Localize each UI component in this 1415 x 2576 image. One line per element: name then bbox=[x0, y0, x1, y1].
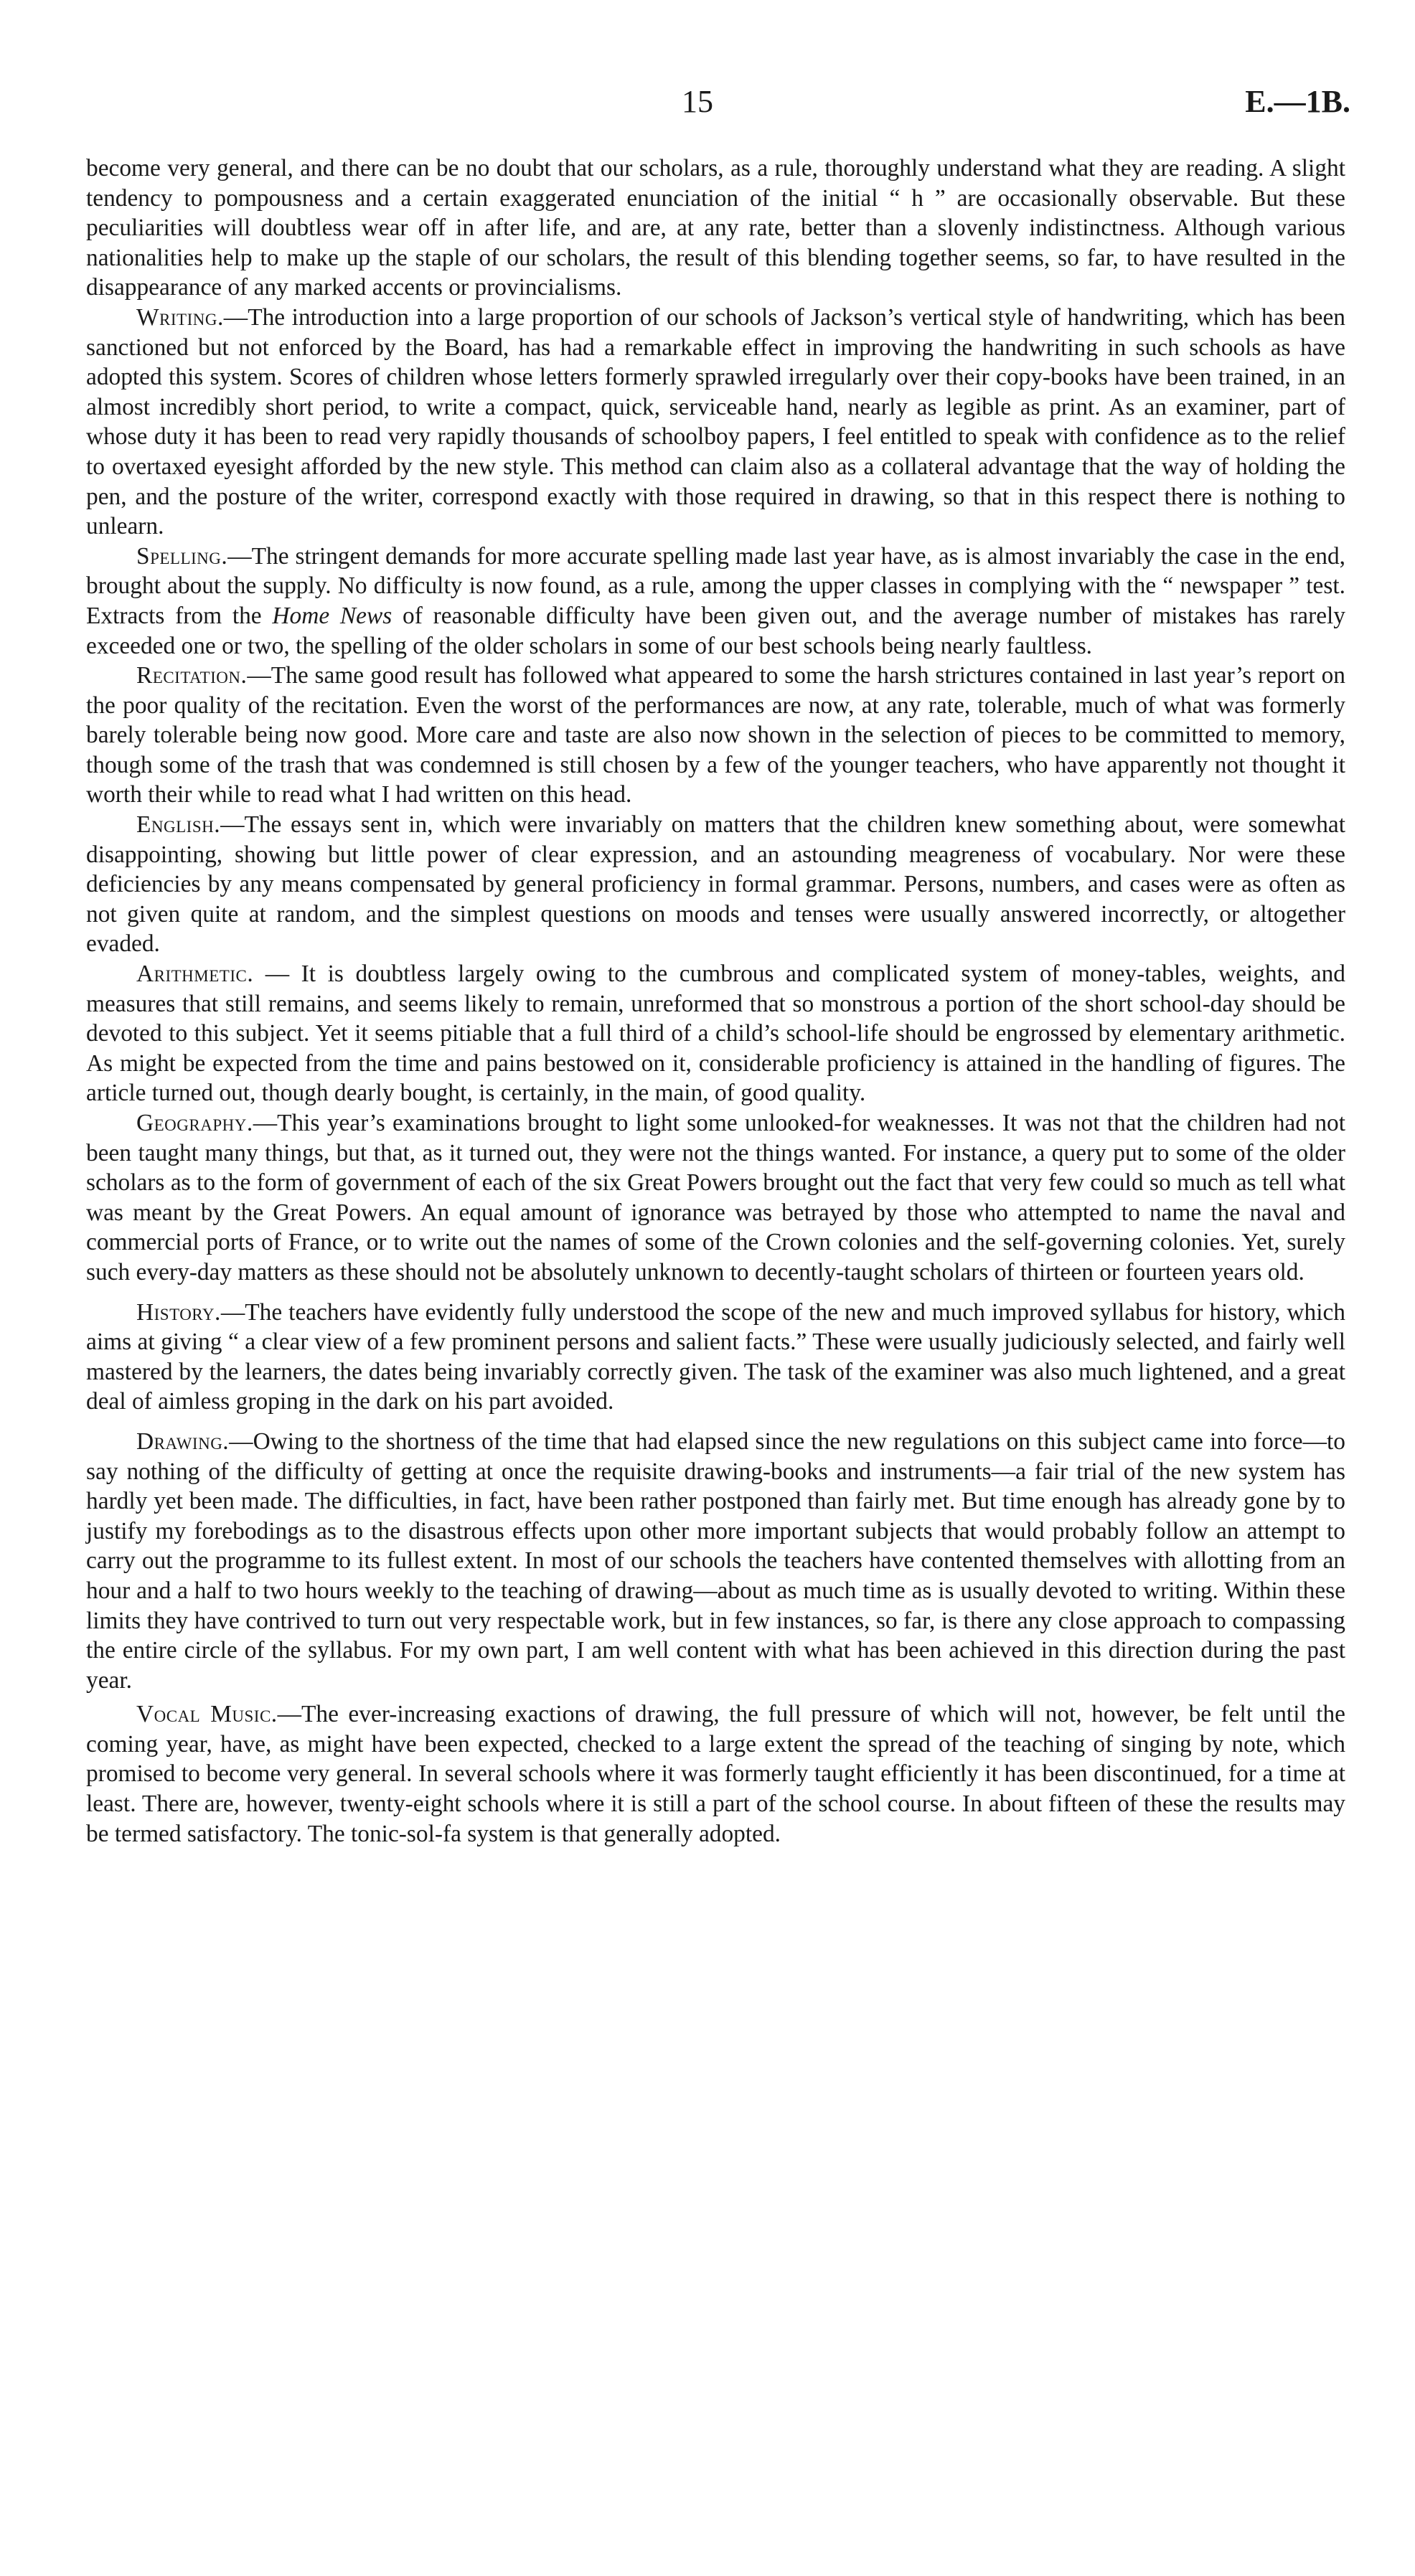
paragraph-geography bbox=[86, 1108, 1345, 1288]
paragraph-writing bbox=[86, 303, 1345, 542]
paragraph-text: become very general, and there can be no doubt that our scholars, as a rule, thoroughly understand what they are reading. A slight tendency to pompousness and a certain exaggerated enunciation of the initial “ h ” are occasionally observable. But these peculiarities will doubtless wear off in after life, and are, at any rate, better than a slovenly indistinctness. Although various nationalities help to make up the staple of our scholars, the result of this blending together seems, so far, to have resulted in the disappearance of any marked accents or provincialisms. bbox=[86, 155, 1345, 301]
section-heading-drawing: Drawing. bbox=[136, 1428, 230, 1455]
paragraph-text: —The same good result has followed what appeared to some the harsh strictures contained in last year’s report on the poor quality of the recitation. Even the worst of the performances are now, at any rate, tolerable, much of what was formerly barely tolerable being now good. More care and taste are also now shown in the selection of pieces to be committed to memory, though some of the trash that was condemned is still chosen by a few of the younger teachers, who have apparently not thought it worth their while to read what I had written on this head. bbox=[86, 662, 1345, 808]
section-heading-english: English. bbox=[136, 811, 221, 839]
paragraph-intro bbox=[86, 154, 1345, 303]
paragraph-text: —The teachers have evidently fully understood the scope of the new and much improved syllabus for history, which aims at giving “ a clear view of a few prominent persons and salient facts.” These were usually judiciously selected, and fairly well mastered by the learners, the dates being invariably correctly given. The task of the examiner was also much lightened, and a great deal of aimless groping in the dark on his part avoided. bbox=[86, 1298, 1345, 1415]
paragraph-text: of reasonable difficulty have been given out, and the average number of mistakes has rarely exceeded one or two, the spelling of the older scholars in some of our best schools being nearly faultless. bbox=[86, 602, 1345, 659]
paragraph-text: —The introduction into a large proportion of our schools of Jackson’s vertical style of handwriting, which has been sanctioned but not enforced by the Board, has had a remarkable effect in improving the handwriting in such schools as have adopted this system. Scores of children whose letters formerly sprawled irregularly over their copy-books have been trained, in an almost incredibly short period, to write a compact, quick, serviceable hand, nearly as legible as print. As an examiner, part of whose duty it has been to read very rapidly thousands of schoolboy papers, I feel entitled to speak with confidence as to the relief to overtaxed eyesight afforded by the new style. This method can claim also as a collateral advantage that the way of holding the pen, and the posture of the writer, correspond exactly with those required in drawing, so that in this respect there is nothing to unlearn. bbox=[86, 303, 1345, 540]
section-heading-arithmetic: Arithmetic. bbox=[136, 961, 254, 988]
section-heading-recitation: Recitation. bbox=[136, 662, 248, 689]
paragraph-english bbox=[86, 810, 1345, 959]
paragraph-spelling bbox=[86, 542, 1345, 661]
section-heading-vocal-music: Vocal Music. bbox=[136, 1701, 278, 1728]
page-number: 15 bbox=[682, 84, 713, 119]
paragraph-text: —Owing to the shortness of the time that had elapsed since the new regulations on this subject came into force—to say nothing of the difficulty of getting at once the requisite drawing-books and instruments—a fair trial of the new system has hardly yet been made. The difficulties, in fact, have been rather postponed than fairly met. But time enough has already gone by to justify my forebodings as to the disastrous effects upon other more important subjects that would probably follow an attempt to carry out the programme to its fullest extent. In most of our schools the teachers have contented themselves with allotting from an hour and a half to two hours weekly to the teaching of drawing—about as much time as is usually devoted to writing. Within these limits they have contrived to turn out very respectable work, but in few instances, so far, is there any close approach to compassing the entire circle of the syllabus. For my own part, I am well content with what has been achieved in this direction during the past year. bbox=[86, 1428, 1345, 1694]
paragraph-history bbox=[86, 1298, 1345, 1417]
document-reference: E.—1B. bbox=[1245, 84, 1350, 119]
paragraph-vocal-music bbox=[86, 1699, 1345, 1849]
section-heading-writing: Writing. bbox=[136, 303, 224, 331]
section-heading-geography: Geography. bbox=[136, 1110, 253, 1136]
paragraph-text: — It is doubtless largely owing to the cumbrous and complicated system of money-tables, weights, and measures that still remains, and seems likely to remain, unreformed that so monstrous a portion of the short school-day should be devoted to this subject. Yet it seems pitiable that a full third of a child’s school-life should be engrossed by elementary arithmetic. As might be expected from the time and pains bestowed on it, considerable proficiency is attained in the handling of figures. The article turned out, though dearly bought, is certainly, in the main, of good quality. bbox=[86, 961, 1345, 1107]
report-body bbox=[86, 154, 1345, 1849]
section-heading-spelling: Spelling. bbox=[136, 542, 228, 570]
paragraph-recitation bbox=[86, 661, 1345, 810]
paragraph-text: —The stringent demands for more accurate spelling made last year have, as is almost invariably the case in the end, brought about the supply. No difficulty is now found, as a rule, among the upper classes in complying with the “ newspaper ” test. Extracts from the bbox=[86, 542, 1345, 629]
paragraph-text: —The ever-increasing exactions of drawing, the full pressure of which will not, however, be felt until the coming year, have, as might have been expected, checked to a large extent the spread of the teaching of singing by note, which promised to become very general. In several schools where it was formerly taught efficiently it has been discontinued, for a time at least. There are, however, twenty-eight schools where it is still a part of the school course. In about fifteen of these the results may be termed satisfactory. The tonic-sol-fa system is that generally adopted. bbox=[86, 1701, 1346, 1847]
newspaper-title: Home News bbox=[272, 602, 392, 629]
page-header bbox=[0, 80, 1415, 123]
paragraph-text: —This year’s examinations brought to light some unlooked-for weaknesses. It was not that the children had not been taught many things, but that, as it turned out, they were not the things wanted. For instance, a query put to some of the older scholars as to the form of government of each of the six Great Powers brought out the fact that very few could so much as tell what was meant by the Great Powers. An equal amount of ignorance was betrayed by those who attempted to name the naval and commercial ports of France, or to write out the names of some of the Crown colonies and the self-governing colonies. Yet, surely such every-day matters as these should not be absolutely unknown to decently-taught scholars of thirteen or fourteen years old. bbox=[86, 1110, 1345, 1285]
paragraph-drawing bbox=[86, 1427, 1345, 1695]
paragraph-arithmetic bbox=[86, 959, 1345, 1108]
section-heading-history: History. bbox=[136, 1298, 221, 1326]
paragraph-text: —The essays sent in, which were invariably on matters that the children knew something about, were somewhat disappointing, showing but little power of clear expression, and an astounding meagreness of vocabulary. Nor were these deficiencies by any means compensated by general proficiency in formal grammar. Persons, numbers, and cases were as often as not given quite at random, and the simplest questions on moods and tenses were usually answered incorrectly, or altogether evaded. bbox=[86, 811, 1345, 958]
